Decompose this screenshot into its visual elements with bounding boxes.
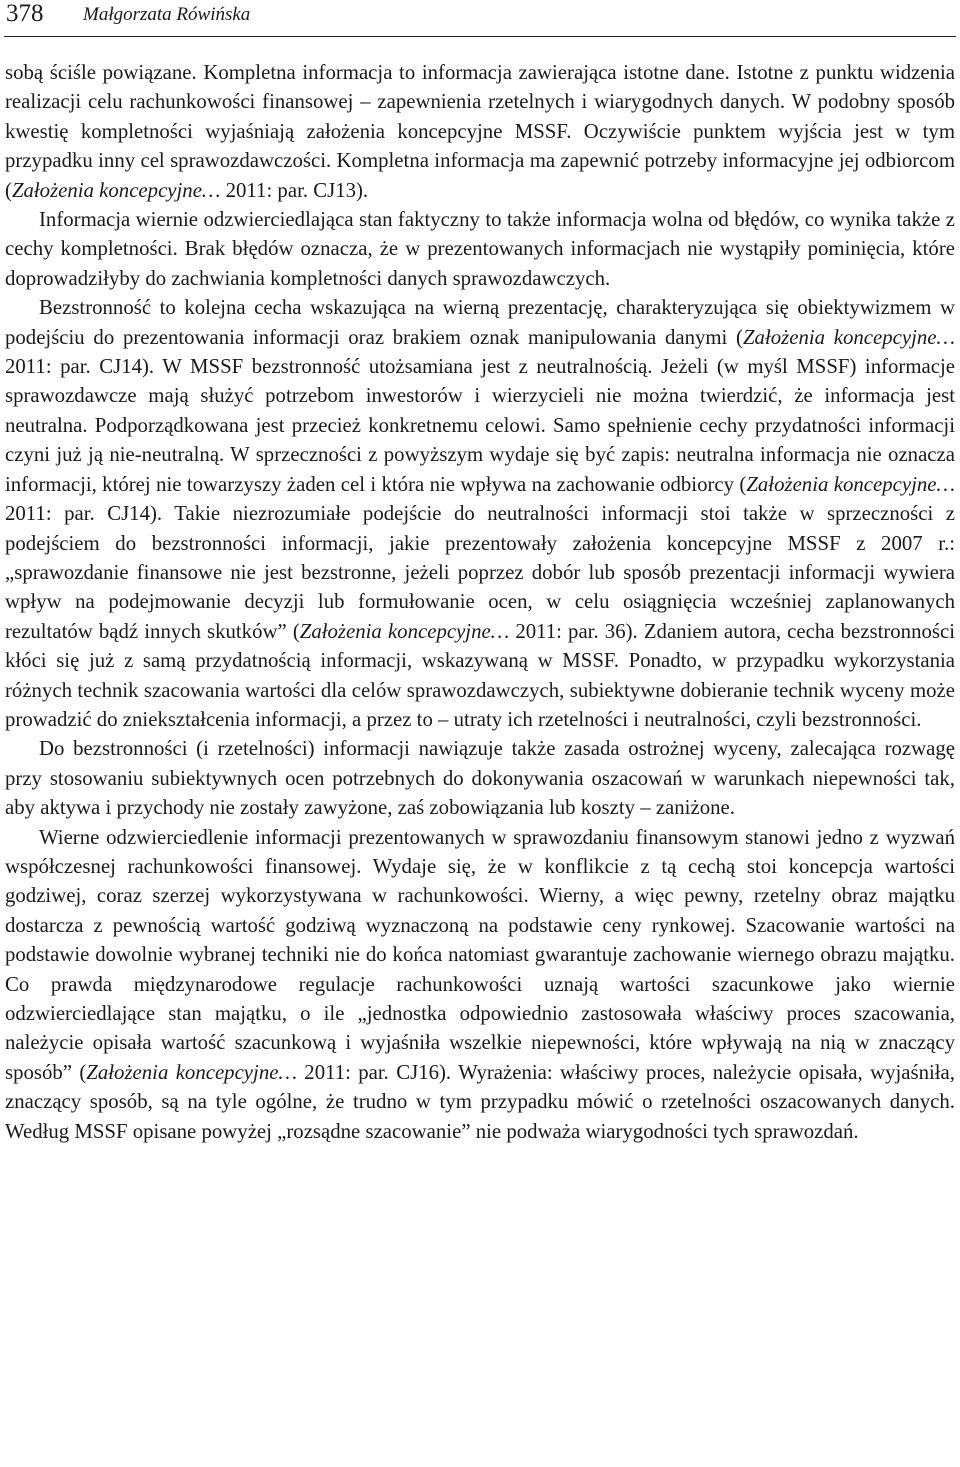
text-run: Do bezstronności (i rzetelności) informacji nawiązuje także zasada ostrożnej wyceny, zalecająca rozwagę przy stosowaniu subiektywnych ocen potrzebnych do dokonywania oszacowań w warunkach niepewności tak, aby aktywa i przychody nie zostały zawyżone, zaś zobowiązania lub koszty – zaniżone.	[5, 737, 955, 820]
text-run: Bezstronność to kolejna cecha wskazująca na wierną prezentację, charakteryzująca się obiektywizmem w podejściu do prezentowania informacji oraz brakiem oznak manipulowania danymi (	[5, 296, 955, 349]
text-run: 2011: par. CJ14). W MSSF bezstronność utożsamiana jest z neutralnością. Jeżeli (w myśl MSSF) informacje sprawozdawcze mają służyć potrzebom inwestorów i wierzycieli nie można twierdzić, że informacja jest neutralna. Podporządkowana jest przecież konkretnemu celowi. Samo spełnienie cechy przydatności informacji czyni już ją nie-neutralną. W sprzeczności z powyższym wydaje się być zapis: neutralna informacja nie oznacza informacji, której nie towarzyszy żaden cel i która nie wpływa na zachowanie odbiorcy (	[5, 355, 955, 496]
text-run: 2011: par. CJ16). Wyrażenia: właściwy proces, należycie opisała, wyjaśniła, znaczący sposób, są na tyle ogólne, że trudno w tym przypadku mówić o rzetelności oszacowanych danych. Według MSSF opisane powyżej „rozsądne szacowanie” nie podważa wiarygodności tych sprawozdań.	[5, 1060, 955, 1143]
running-header-author: Małgorzata Rówińska	[83, 4, 251, 25]
text-run: 2011: par. 36). Zdaniem autora, cecha bezstronności kłóci się już z samą przydatnością informacji, wskazywaną w MSSF. Ponadto, w przypadku wykorzystania różnych technik szacowania wartości dla celów sprawozdawczych, subiektywne dobieranie technik wyceny może prowadzić do zniekształcenia informacji, a przez to – utraty ich rzetelności i neutralności, czyli bezstronności.	[5, 619, 955, 731]
paragraph	[5, 734, 955, 822]
running-header	[4, 0, 956, 37]
paragraph	[5, 293, 955, 734]
citation-title: Założenia koncepcyjne…	[746, 472, 955, 496]
text-run: Informacja wiernie odzwierciedlająca stan faktyczny to także informacja wolna od błędów, co wynika także z cechy kompletności. Brak błędów oznacza, że w prezentowanych informacjach nie wystąpiły pominięcia, które doprowadziłyby do zachwiania kompletności danych sprawozdawczych.	[5, 208, 955, 290]
citation-title: Założenia koncepcyjne…	[742, 325, 955, 349]
paragraph	[5, 823, 955, 1146]
text-run: sobą ściśle powiązane. Kompletna informacja to informacja zawierająca istotne dane. Istotne z punktu widzenia realizacji celu rachunkowości finansowej – zapewnienia rzetelnych i wiarygodnych danych. W podobny sposób kwestię kompletności wyjaśniają założenia koncepcyjne MSSF. Oczywiście punktem wyjścia jest w tym przypadku inny cel sprawozdawczości. Kompletna informacja ma zapewnić potrzeby informacyjne jej odbiorcom (	[5, 61, 955, 202]
paragraph	[5, 58, 955, 205]
page-number: 378	[6, 0, 44, 27]
text-run: 2011: par. CJ13).	[220, 178, 369, 202]
text-run: Wierne odzwierciedlenie informacji prezentowanych w sprawozdaniu finansowym stanowi jedno z wyzwań współczesnej rachunkowości finansowej. Wydaje się, że w konflikcie z tą cechą stoi koncepcja wartości godziwej, coraz szerzej wykorzystywana w rachunkowości. Wierny, a więc pewny, rzetelny obraz majątku dostarcza z pewnością wartość godziwą wyznaczoną na podstawie ceny rynkowej. Szacowanie wartości na podstawie dowolnie wybranej techniki nie do końca natomiast gwarantuje zachowanie wiernego obrazu majątku. Co prawda międzynarodowe regulacje rachunkowości uznają wartości szacunkowe jako wiernie odzwierciedlające stan majątku, o ile „jednostka odpowiednio zastosowała właściwy proces szacowania, należycie opisała wartość szacunkową i wyjaśniła wszelkie niepewności, które wpływają na nią w znaczący sposób” (	[5, 825, 955, 1084]
citation-title: Założenia koncepcyjne…	[11, 178, 221, 202]
text-run: 2011: par. CJ14). Takie niezrozumiałe podejście do neutralności informacji stoi także w sprzeczności z podejściem do bezstronności informacji, jakie prezentowały założenia koncepcyjne MSSF z 2007 r.: „sprawozdanie finansowe nie jest bezstronne, jeżeli poprzez dobór lub sposób prezentacji informacji wywiera wpływ na podejmowanie decyzji lub formułowanie ocen, w celu osiągnięcia wcześniej zaplanowanych rezultatów bądź innych skutków” (	[5, 502, 955, 643]
citation-title: Założenia koncepcyjne…	[86, 1060, 297, 1084]
paragraph	[5, 205, 955, 293]
citation-title: Założenia koncepcyjne…	[299, 619, 510, 643]
page-body	[5, 58, 955, 1146]
